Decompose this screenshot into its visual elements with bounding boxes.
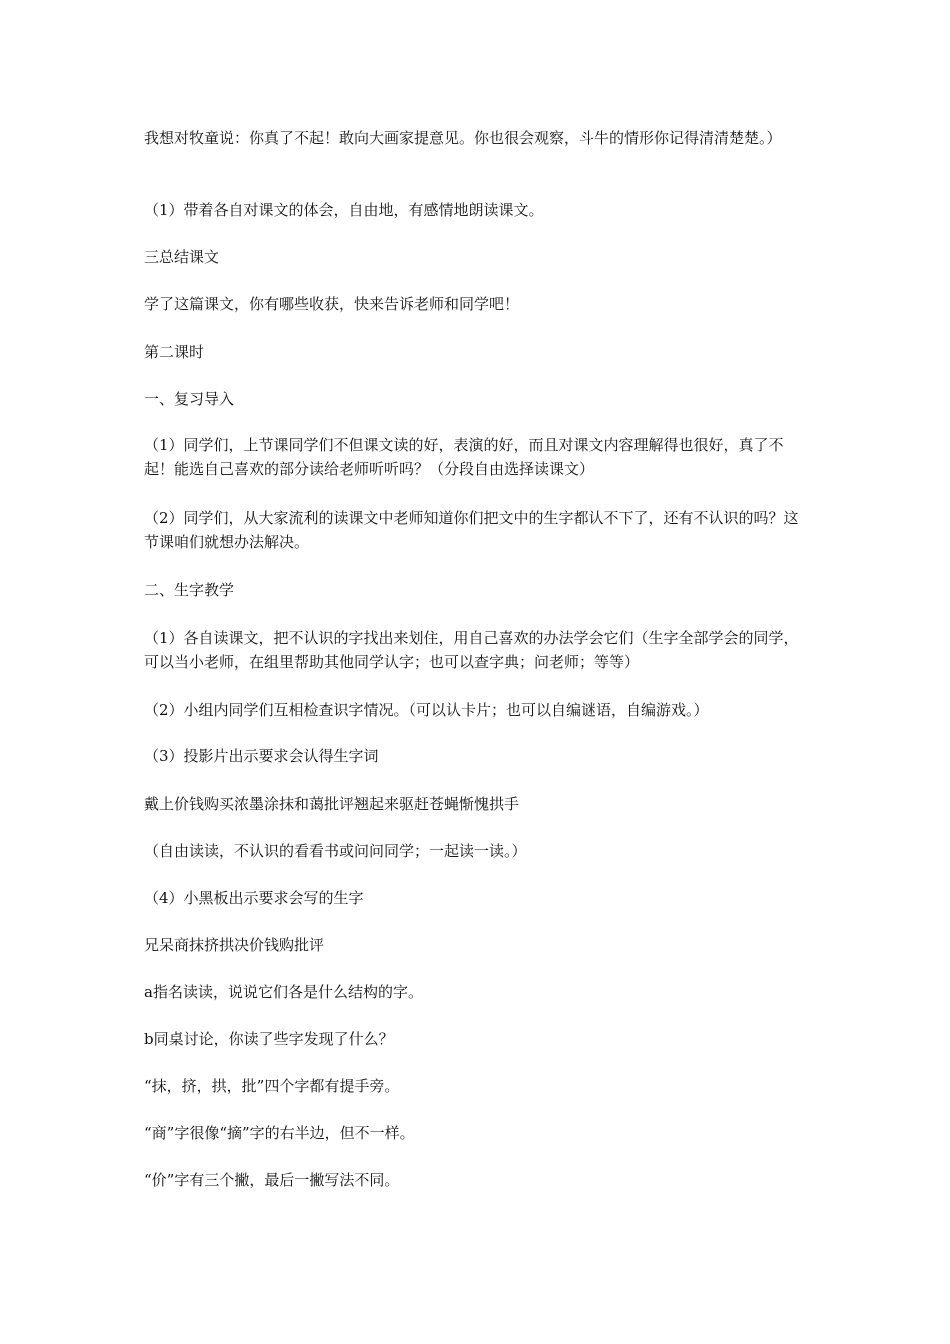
paragraph-6: （1）各自读课文，把不认识的字找出来划住，用自己喜欢的办法学会它们（生字全部学会的同学，可以当小老师，在组里帮助其他同学认字；也可以查字典；问老师；等等） [144,629,799,671]
paragraph-8: （3）投影片出示要求会认得生字词 [144,747,379,765]
character-list-recognize: 戴上价钱购买浓墨涂抹和蔼批评翘起来驱赶苍蝇惭愧拱手 [144,795,520,813]
character-list-write: 兄呆商抹挤拱决价钱购批评 [144,936,325,954]
paragraph-5: （2）同学们，从大家流利的读课文中老师知道你们把文中的生字都认不下了，还有不认识的吗？这节课咱们就想办法解决。 [144,509,799,551]
paragraph-1: 我想对牧童说：你真了不起！敢向大画家提意见。你也很会观察，斗牛的情形你记得清清楚楚。） [144,129,782,147]
section-heading-review: 一、复习导入 [144,390,235,408]
paragraph-13: “抹，挤，拱，批”四个字都有提手旁。 [144,1077,400,1095]
paragraph-10: （4）小黑板出示要求会写的生字 [144,889,364,907]
paragraph-9: （自由读读，不认识的看看书或问问同学；一起读一读。） [144,842,527,860]
paragraph-7: （2）小组内同学们互相检查识字情况。（可以认卡片；也可以自编谜语，自编游戏。） [144,701,709,719]
paragraph-3: 学了这篇课文，你有哪些收获，快来告诉老师和同学吧！ [144,295,520,313]
paragraph-12: b同桌讨论，你读了些字发现了什么？ [144,1030,394,1048]
lesson-heading-second: 第二课时 [144,343,205,361]
paragraph-15: “价”字有三个撇，最后一撇写法不同。 [144,1171,400,1189]
section-heading-summary: 三总结课文 [144,248,220,266]
paragraph-14: “商”字很像“摘”字的右半边，但不一样。 [144,1124,415,1142]
paragraph-11: a指名读读，说说它们各是什么结构的字。 [144,983,423,1001]
paragraph-2: （1）带着各自对课文的体会，自由地，有感情地朗读课文。 [144,201,544,219]
paragraph-4: （1）同学们，上节课同学们不但课文读的好，表演的好，而且对课文内容理解得也很好，真了不起！能选自己喜欢的部分读给老师听听吗？（分段自由选择读课文） [144,436,784,478]
section-heading-characters: 二、生字教学 [144,581,235,599]
